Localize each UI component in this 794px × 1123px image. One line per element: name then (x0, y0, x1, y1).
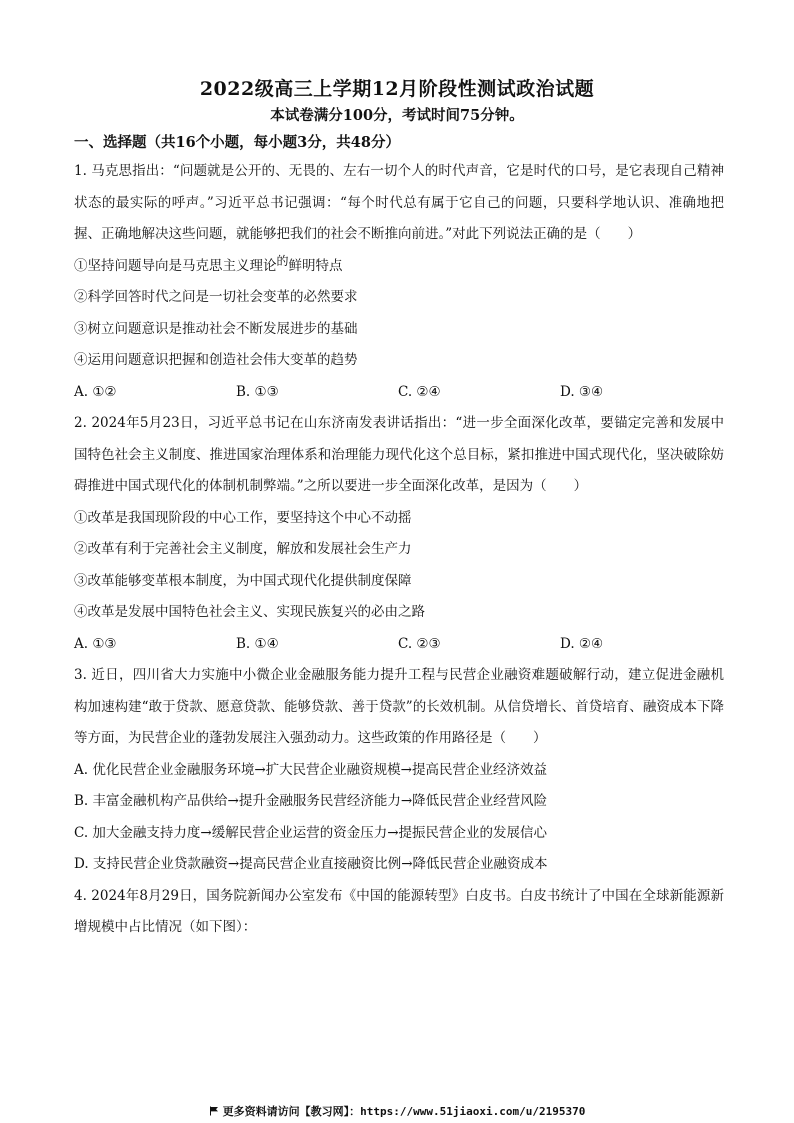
choice-b[interactable]: B. 丰富金融机构产品供给→提升金融服务民营经济能力→降低民营企业经营风险 (74, 793, 548, 809)
question-stem: 2. 2024年5月23日，习近平总书记在山东济南发表讲话指出：“进一步全面深化改革，要锚定完善和发展中国特色社会主义制度、推进国家治理体系和治理能力现代化这个总目标，紧扣推进中国式现代化，坚决破除妨碍推进中国式现代化的体制机制弊端。”之所以要进一步全面深化改革，是因为（ ） (74, 415, 724, 494)
answer-choices (74, 377, 724, 409)
choice-d[interactable]: D. ③④ (560, 383, 604, 400)
question-2 (74, 408, 724, 660)
question-4 (74, 881, 724, 944)
statement-option: ④改革是发展中国特色社会主义、实现民族复兴的必由之路 (74, 604, 425, 620)
choice-b[interactable]: B. ①③ (236, 383, 279, 400)
statement-option: ④运用问题意识把握和创造社会伟大变革的趋势 (74, 352, 358, 368)
choice-a[interactable]: A. 优化民营企业金融服务环境→扩大民营企业融资规模→提高民营企业经济效益 (74, 761, 547, 778)
statement-option: ③树立问题意识是推动社会不断发展进步的基础 (74, 320, 358, 337)
exam-title: 2022级高三上学期12月阶段性测试政治试题 (199, 78, 595, 100)
statement-option: ②改革有利于完善社会主义制度，解放和发展社会生产力 (74, 541, 412, 557)
choice-a[interactable]: A. ①② (74, 383, 117, 400)
footer-link[interactable] (0, 1103, 794, 1119)
statement-option: ③改革能够变革根本制度，为中国式现代化提供制度保障 (74, 572, 412, 589)
footer-text: 更多资料请访问【教习网】：https://www.51jiaoxi.com/u/2195370 (222, 1105, 586, 1118)
choice-d[interactable]: D. 支持民营企业贷款融资→提高民营企业直接融资比例→降低民营企业融资成本 (74, 856, 548, 872)
answer-choices (74, 629, 724, 661)
question-stem: 1. 马克思指出：“问题就是公开的、无畏的、左右一切个人的时代声音，它是时代的口号，是它表现自己精神状态的最实际的呼声。”习近平总书记强调：“每个时代总有属于它自己的问题，只要科学地认识、准确地把握、正确地解决这些问题，就能够把我们的社会不断推向前进。”对此下列说法正确的是（ ） (74, 163, 724, 242)
flag-icon (209, 1106, 219, 1116)
choice-c[interactable]: C. 加大金融支持力度→缓解民营企业运营的资金压力→提振民营企业的发展信心 (74, 824, 548, 841)
choice-c[interactable]: C. ②④ (398, 383, 441, 400)
question-3 (74, 660, 724, 881)
choice-d[interactable]: D. ②④ (560, 635, 604, 652)
statement-option: ①坚持问题导向是马克思主义理论的鲜明特点 (74, 253, 343, 274)
choice-a[interactable]: A. ①③ (74, 635, 117, 652)
section-heading: 一、选择题（共16个小题，每小题3分，共48分） (74, 134, 400, 151)
choice-c[interactable]: C. ②③ (398, 635, 441, 652)
statement-option: ②科学回答时代之问是一切社会变革的必然要求 (74, 289, 358, 305)
question-1 (74, 156, 724, 408)
question-stem: 3. 近日，四川省大力实施中小微企业金融服务能力提升工程与民营企业融资难题破解行动，建立促进金融机构加速构建“敢于贷款、愿意贷款、能够贷款、善于贷款”的长效机制。从信贷增长、首贷培育、融资成本下降等方面，为民营企业的蓬勃发展注入强劲动力。这些政策的作用路径是（ ） (74, 667, 724, 746)
statement-option: ①改革是我国现阶段的中心工作，要坚持这个中心不动摇 (74, 509, 412, 526)
exam-subtitle: 本试卷满分100分，考试时间75分钟。 (270, 107, 524, 124)
question-stem: 4. 2024年8月29日，国务院新闻办公室发布《中国的能源转型》白皮书。白皮书统计了中国在全球新能源新增规模中占比情况（如下图）： (74, 887, 724, 935)
questions-container (74, 156, 724, 944)
choice-b[interactable]: B. ①④ (236, 635, 279, 652)
